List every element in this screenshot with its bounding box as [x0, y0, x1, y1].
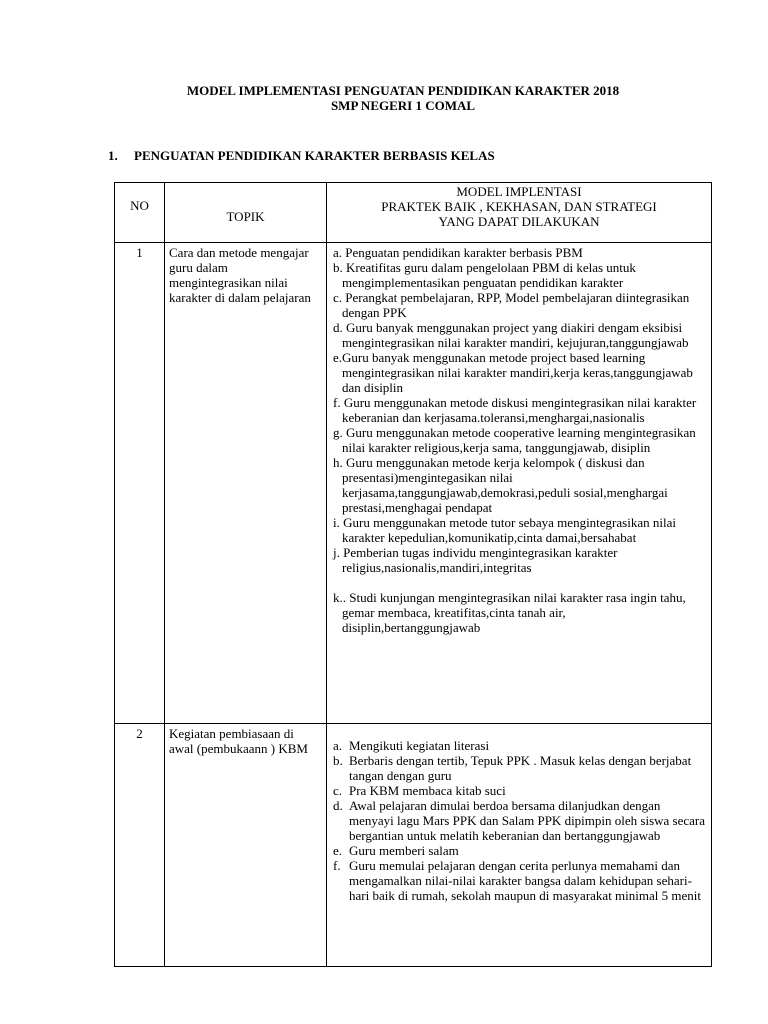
list-marker: c. — [333, 783, 343, 798]
list-text: Awal pelajaran dimulai berdoa bersama dilanjudkan dengan menyayi lagu Mars PPK dan Salam PPK dipimpin oleh siswa secara bergantian untuk melatih keberanian dan bertanggungjawab — [349, 798, 706, 843]
document-title: MODEL IMPLEMENTASI PENGUATAN PENDIDIKAN KARAKTER 2018 — [186, 83, 620, 98]
list-item: d. Guru banyak menggunakan project yang diakiri dengam eksibisi mengintegrasikan nilai karakter mandiri, kejujuran,tanggungjawab — [333, 320, 689, 350]
list-item — [333, 753, 705, 783]
section-title: PENGUATAN PENDIDIKAN KARAKTER BERBASIS KELAS — [134, 148, 495, 163]
list-text: Berbaris dengan tertib, Tepuk PPK . Masuk kelas dengan berjabat tangan dengan guru — [349, 753, 692, 783]
list-marker: a. — [333, 738, 343, 753]
list-marker: b. — [333, 753, 343, 768]
practice-list — [333, 738, 705, 903]
implementation-table — [114, 182, 712, 967]
list-item: f. Guru menggunakan metode diskusi mengintegrasikan nilai karakter keberanian dan kerjasama.toleransi,menghargai,nasionalis — [333, 395, 697, 425]
list-marker: f. — [333, 858, 341, 873]
row-number: 1 — [115, 243, 165, 724]
header-model-line3: YANG DAPAT DILAKUKAN — [438, 214, 600, 229]
list-marker: e. — [333, 843, 343, 858]
header-model — [327, 183, 712, 243]
header-model-line2: PRAKTEK BAIK , KEKHASAN, DAN STRATEGI — [381, 199, 657, 214]
list-item — [333, 798, 705, 843]
list-text: Pra KBM membaca kitab suci — [349, 783, 506, 798]
list-item: a. Penguatan pendidikan karakter berbasis PBM — [333, 245, 583, 260]
school-name: SMP NEGERI 1 COMAL — [330, 98, 476, 113]
list-item: i. Guru menggunakan metode tutor sebaya mengintegrasikan nilai karakter kepedulian,komunikatip,cinta damai,bersahabat — [333, 515, 676, 545]
header-topik: TOPIK — [165, 183, 327, 243]
list-text: Mengikuti kegiatan literasi — [349, 738, 490, 753]
list-item — [333, 783, 705, 798]
list-item — [333, 738, 705, 753]
list-marker: d. — [333, 798, 343, 813]
row-practices — [327, 724, 712, 967]
row-topic: Cara dan metode mengajar guru dalam mengintegrasikan nilai karakter di dalam pelajaran — [165, 243, 327, 724]
table-header-row — [115, 183, 712, 243]
section-number: 1. — [108, 148, 118, 163]
section-heading — [108, 148, 495, 163]
list-item: b. Kreatifitas guru dalam pengelolaan PBM di kelas untuk mengimplementasikan penguatan pendidikan karakter — [333, 260, 636, 290]
list-item — [333, 858, 705, 903]
header-no: NO — [115, 183, 165, 243]
row-topic: Kegiatan pembiasaan di awal (pembukaann ) KBM — [165, 724, 327, 967]
list-item — [333, 843, 705, 858]
list-item: h. Guru menggunakan metode kerja kelompok ( diskusi dan presentasi)mengintegasikan nilai kerjasama,tanggungjawab,demokrasi,peduli sosial,menghargai prestasi,menghagai pendapat — [333, 455, 668, 515]
list-text: Guru memberi salam — [349, 843, 459, 858]
row-practices — [327, 243, 712, 724]
row-number: 2 — [115, 724, 165, 967]
table-row — [115, 724, 712, 967]
list-item: c. Perangkat pembelajaran, RPP, Model pembelajaran diintegrasikan dengan PPK — [333, 290, 690, 320]
table-row — [115, 243, 712, 724]
list-item: g. Guru menggunakan metode cooperative learning mengintegrasikan nilai karakter religious,kerja sama, tanggungjawab, disiplin — [333, 425, 696, 455]
list-item: j. Pemberian tugas individu mengintegrasikan karakter religius,nasionalis,mandiri,integritas — [333, 545, 618, 575]
list-item: k.. Studi kunjungan mengintegrasikan nilai karakter rasa ingin tahu, gemar membaca, kreatifitas,cinta tanah air, disiplin,bertanggungjawab — [333, 590, 686, 635]
header-model-line1: MODEL IMPLENTASI — [456, 184, 582, 199]
list-text: Guru memulai pelajaran dengan cerita perlunya memahami dan mengamalkan nilai-nilai karakter bangsa dalam kehidupan sehari-hari baik di rumah, sekolah maupun di masyarakat minimal 5 menit — [349, 858, 701, 903]
practice-list — [333, 245, 705, 635]
list-item: e.Guru banyak menggunakan metode project based learning mengintegrasikan nilai karakter mandiri,kerja keras,tanggungjawab dan disiplin — [333, 350, 693, 395]
